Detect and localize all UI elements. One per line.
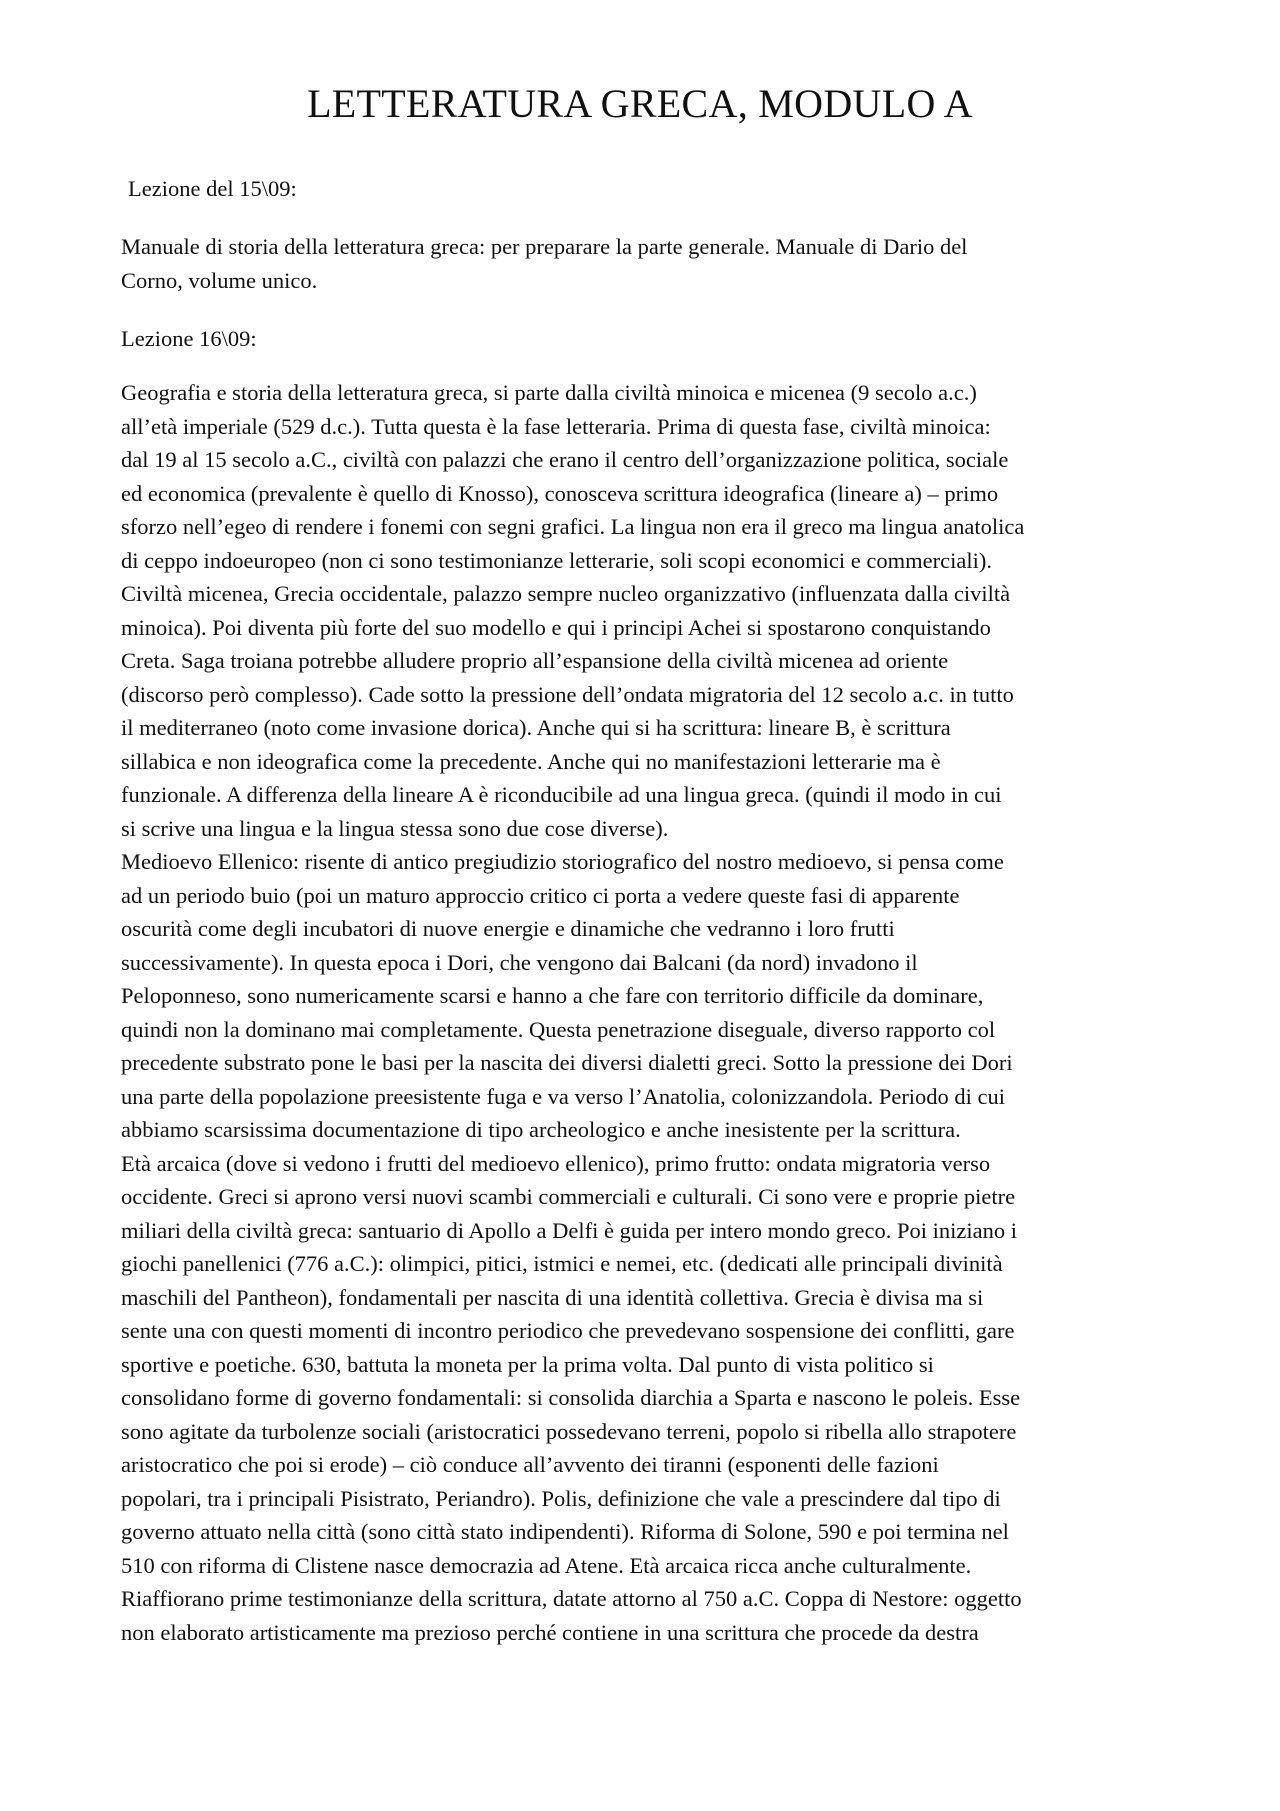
text-line: Riaffiorano prime testimonianze della scrittura, datate attorno al 750 a.C. Coppa di Nestore: oggetto [121,1586,1022,1611]
text-line: oscurità come degli incubatori di nuove energie e dinamiche che vedranno i loro frutti [121,916,895,941]
text-line: giochi panellenici (776 a.C.): olimpici, pitici, istmici e nemei, etc. (dedicati alle principali divinità [121,1251,1003,1276]
text-line: sillabica e non ideografica come la precedente. Anche qui no manifestazioni letterarie ma è [121,748,941,774]
text-line: occidente. Greci si aprono versi nuovi scambi commerciali e culturali. Ci sono vere e proprie pietre [121,1184,1016,1209]
text-line: sono agitate da turbolenze sociali (aristocratici possedevano terreni, popolo si ribella allo strapotere [121,1418,1017,1444]
text-line: Geografia e storia della letteratura greca, si parte dalla civiltà minoica e micenea (9 secolo a.c.) [121,380,977,405]
text-line: maschili del Pantheon), fondamentali per nascita di una identità collettiva. Grecia è divisa ma si [121,1284,984,1310]
text-line: quindi non la dominano mai completamente. Questa penetrazione diseguale, diverso rapporto col [121,1016,996,1042]
text-line: Manuale di storia della letteratura greca: per preparare la parte generale. Manuale di Dario del [121,234,968,259]
text-line: funzionale. A differenza della lineare A è riconducibile ad una lingua greca. (quindi il modo in cui [121,782,1002,807]
text-line: Medioevo Ellenico: risente di antico pregiudizio storiografico del nostro medioevo, si pensa come [121,849,1004,874]
text-line: aristocratico che poi si erode) – ciò conduce all’avvento dei tiranni (esponenti delle fazioni [121,1452,939,1477]
text-line: ed economica (prevalente è quello di Knosso), conosceva scrittura ideografica (lineare a) – primo [121,480,999,506]
text-line: Peloponneso, sono numericamente scarsi e hanno a che fare con territorio difficile da dominare, [121,983,984,1008]
text-line: all’età imperiale (529 d.c.). Tutta questa è la fase letteraria. Prima di questa fase, civiltà minoica: [121,413,991,439]
text-line: una parte della popolazione preesistente fuga e va verso l’Anatolia, colonizzandola. Periodo di cui [121,1083,1006,1109]
text-line: (discorso però complesso). Cade sotto la pressione dell’ondata migratoria del 12 secolo a.c. in tutto [121,681,1014,707]
text-line: precedente substrato pone le basi per la nascita dei diversi dialetti greci. Sotto la pressione dei Dori [121,1050,1013,1075]
text-line: miliari della civiltà greca: santuario di Apollo a Delfi è guida per intero mondo greco. Poi iniziano i [121,1217,1017,1243]
text-line: Età arcaica (dove si vedono i frutti del medioevo ellenico), primo frutto: ondata migratoria verso [121,1150,991,1176]
text-line: Civiltà micenea, Grecia occidentale, palazzo sempre nucleo organizzativo (influenzata dalla civiltà [121,581,1011,606]
text-line: abbiamo scarsissima documentazione di tipo archeologico e anche inesistente per la scrittura. [121,1117,961,1142]
text-line: Creta. Saga troiana potrebbe alludere proprio all’espansione della civiltà micenea ad oriente [121,648,949,673]
text-line: ad un periodo buio (poi un maturo approccio critico ci porta a vedere queste fasi di apparente [121,882,960,908]
text-line: consolidano forme di governo fondamentali: si consolida diarchia a Sparta e nascono le poleis. Esse [121,1385,1021,1410]
text-line: sportive e poetiche. 630, battuta la moneta per la prima volta. Dal punto di vista politico si [121,1351,934,1377]
text-line: popolari, tra i principali Pisistrato, Periandro). Polis, definizione che vale a prescindere dal tipo di [121,1485,1001,1511]
text-line: di ceppo indoeuropeo (non ci sono testimonianze letterarie, soli scopi economici e commerciali). [121,547,992,573]
text-line: sente una con questi momenti di incontro periodico che prevedevano sospensione dei conflitti, gare [121,1318,1015,1343]
text-line: governo attuato nella città (sono città stato indipendenti). Riforma di Solone, 590 e poi termina nel [121,1519,1009,1544]
document-title: LETTERATURA GRECA, MODULO A [307,81,973,126]
lesson-paragraph-1 [121,230,1171,297]
text-line: sforzo nell’egeo di rendere i fonemi con segni grafici. La lingua non era il greco ma lingua anatolica [121,514,1025,539]
text-line: 510 con riforma di Clistene nasce democrazia ad Atene. Età arcaica ricca anche culturalmente. [121,1552,972,1578]
text-line: Corno, volume unico. [121,267,318,293]
lesson-body-text [121,376,1171,1649]
lesson-heading-16-09: Lezione 16\09: [121,326,257,351]
text-line: si scrive una lingua e la lingua stessa sono due cose diverse). [121,815,669,841]
text-line: dal 19 al 15 secolo a.C., civiltà con palazzi che erano il centro dell’organizzazione politica, sociale [121,447,1009,472]
text-line: successivamente). In questa epoca i Dori, che vengono dai Balcani (da nord) invadono il [121,949,918,975]
text-line: non elaborato artisticamente ma prezioso perché contiene in una scrittura che procede da destra [121,1619,979,1645]
text-line: il mediterraneo (noto come invasione dorica). Anche qui si ha scrittura: lineare B, è scrittura [121,715,951,740]
lesson-heading-15-09: Lezione del 15\09: [128,176,297,201]
text-line: minoica). Poi diventa più forte del suo modello e qui i principi Achei si spostarono conquistando [121,614,991,640]
